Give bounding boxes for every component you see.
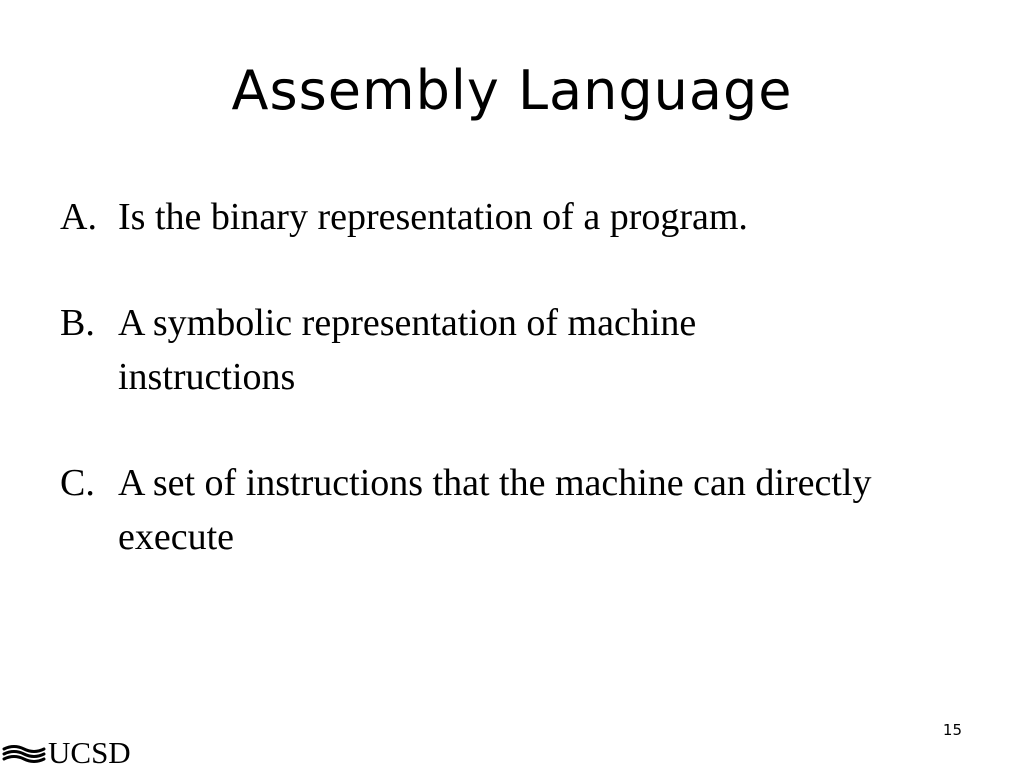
option-letter: C. <box>60 462 95 504</box>
option-letter: B. <box>60 302 95 344</box>
ucsd-logo <box>2 735 131 770</box>
answer-options <box>60 190 960 564</box>
option-text: A set of instructions that the machine can directly execute <box>118 462 872 558</box>
slide-title: Assembly Language <box>231 59 793 122</box>
option-text: Is the binary representation of a program. <box>118 196 748 238</box>
page-number: 15 <box>942 721 962 739</box>
option-b <box>60 296 960 404</box>
option-letter: A. <box>60 196 97 238</box>
option-text: A symbolic representation of machine instructions <box>118 302 697 398</box>
option-c <box>60 456 960 564</box>
ucsd-wave-icon <box>2 741 46 765</box>
logo-text: UCSD <box>48 735 131 770</box>
option-a <box>60 190 960 244</box>
